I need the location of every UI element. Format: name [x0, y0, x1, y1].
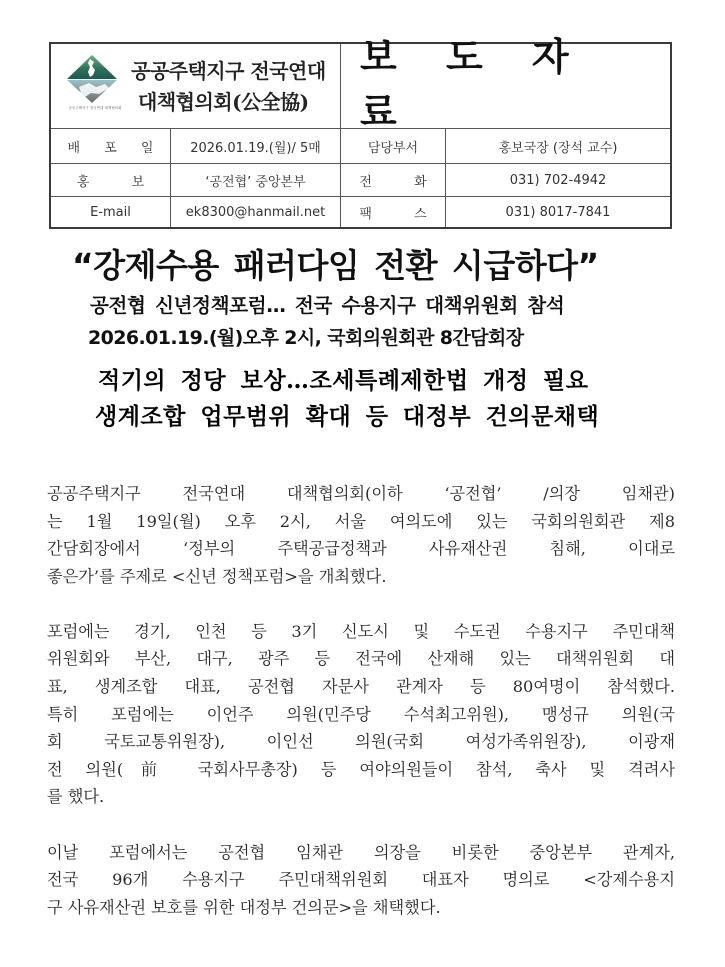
body-line: 회 국토교통위원장), 이인선 의원(국회 여성가족위원장), 이광재	[47, 732, 675, 752]
subheadline-datetime-venue: 2026.01.19.(월)오후 2시, 국회의원회관 8간담회장	[88, 327, 524, 349]
paragraph-2	[47, 618, 675, 811]
subheadline-proposal: 생계조합 업무범위 확대 등 대정부 건의문채택	[95, 403, 600, 430]
value-distribution-date: 2026.01.19.(월)/ 5매	[171, 129, 341, 163]
info-row-distribution	[51, 129, 670, 164]
body-line: 를 했다.	[47, 787, 105, 807]
title-cell	[342, 35, 670, 134]
organization-name-line2: 대책협의회(公全協)	[138, 90, 309, 114]
info-row-email	[51, 197, 670, 227]
subheadline-forum: 공전협 신년정책포럼… 전국 수용지구 대책위원회 참석	[90, 294, 565, 317]
logo-caption: 공공주택지구 전국연대 대책협의회	[68, 106, 122, 110]
body-line: 전 의원(前 국회사무총장) 등 여야의원들이 참석, 축사 및 격려사	[47, 759, 675, 779]
value-fax: 031) 8017-7841	[505, 204, 611, 220]
label-phone: 전 화	[341, 164, 446, 196]
body-line: 간담회장에서 ‘정부의 주택공급정책과 사유재산권 침해, 이대로	[47, 539, 675, 559]
subheadline-compensation: 적기의 정당 보상…조세특례제한법 개정 필요	[98, 367, 589, 394]
body-line: 공공주택지구 전국연대 대책협의회(이하 ‘공전협’ /의장 임채관)	[47, 484, 675, 503]
info-row-pr	[51, 164, 670, 197]
value-pr: ‘공전협’ 중앙본부	[171, 164, 341, 196]
label-fax: 팩 스	[341, 197, 446, 227]
organization-name	[131, 56, 326, 118]
body-line: 이날 포럼에서는 공전협 임채관 의장을 비롯한 중앙본부 관계자,	[47, 842, 675, 862]
korea-map-handshake-logo-icon	[63, 53, 121, 117]
header-top-row	[51, 35, 670, 134]
label-distribution-date: 배 포 일	[51, 129, 171, 163]
organization-name-line1: 공공주택지구 전국연대	[131, 59, 326, 83]
label-pr: 홍 보	[51, 164, 171, 196]
body-line: 포럼에는 경기, 인천 등 3기 신도시 및 수도권 수용지구 주민대책	[47, 621, 675, 641]
paragraph-3	[47, 839, 675, 922]
body-line: 위원회와 부산, 대구, 광주 등 전국에 산재해 있는 대책위원회 대	[47, 649, 675, 669]
body-line: 는 1월 19일(월) 오후 2시, 서울 여의도에 있는 국회의원회관 제8	[47, 511, 675, 531]
organization-cell	[51, 44, 341, 128]
value-department: 홍보국장 (장석 교수)	[498, 140, 618, 156]
label-department: 담당부서	[341, 129, 446, 163]
press-release-title: 보 도 자 료	[360, 35, 587, 134]
body-line: 구 사유재산권 보호를 위한 대정부 건의문>을 채택했다.	[47, 897, 441, 917]
label-email: E-mail	[51, 197, 171, 227]
article-body	[47, 480, 675, 949]
main-headline: “강제수용 패러다임 전환 시급하다”	[72, 246, 599, 285]
body-line: 표, 생계조합 대표, 공전협 자문사 관계자 등 80여명이 참석했다.	[47, 677, 675, 697]
body-line: 전국 96개 수용지구 주민대책위원회 대표자 명의로 <강제수용지	[47, 870, 675, 890]
value-email[interactable]: ek8300@hanmail.net	[171, 197, 341, 227]
body-line: 특히 포럼에는 이언주 의원(민주당 수석최고위원), 맹성규 의원(국	[47, 704, 675, 724]
body-line: 좋은가’를 주제로 <신년 정책포럼>을 개최했다.	[47, 566, 387, 586]
press-release-header-table	[49, 35, 672, 229]
value-phone: 031) 702-4942	[509, 172, 607, 188]
paragraph-1	[47, 480, 675, 590]
